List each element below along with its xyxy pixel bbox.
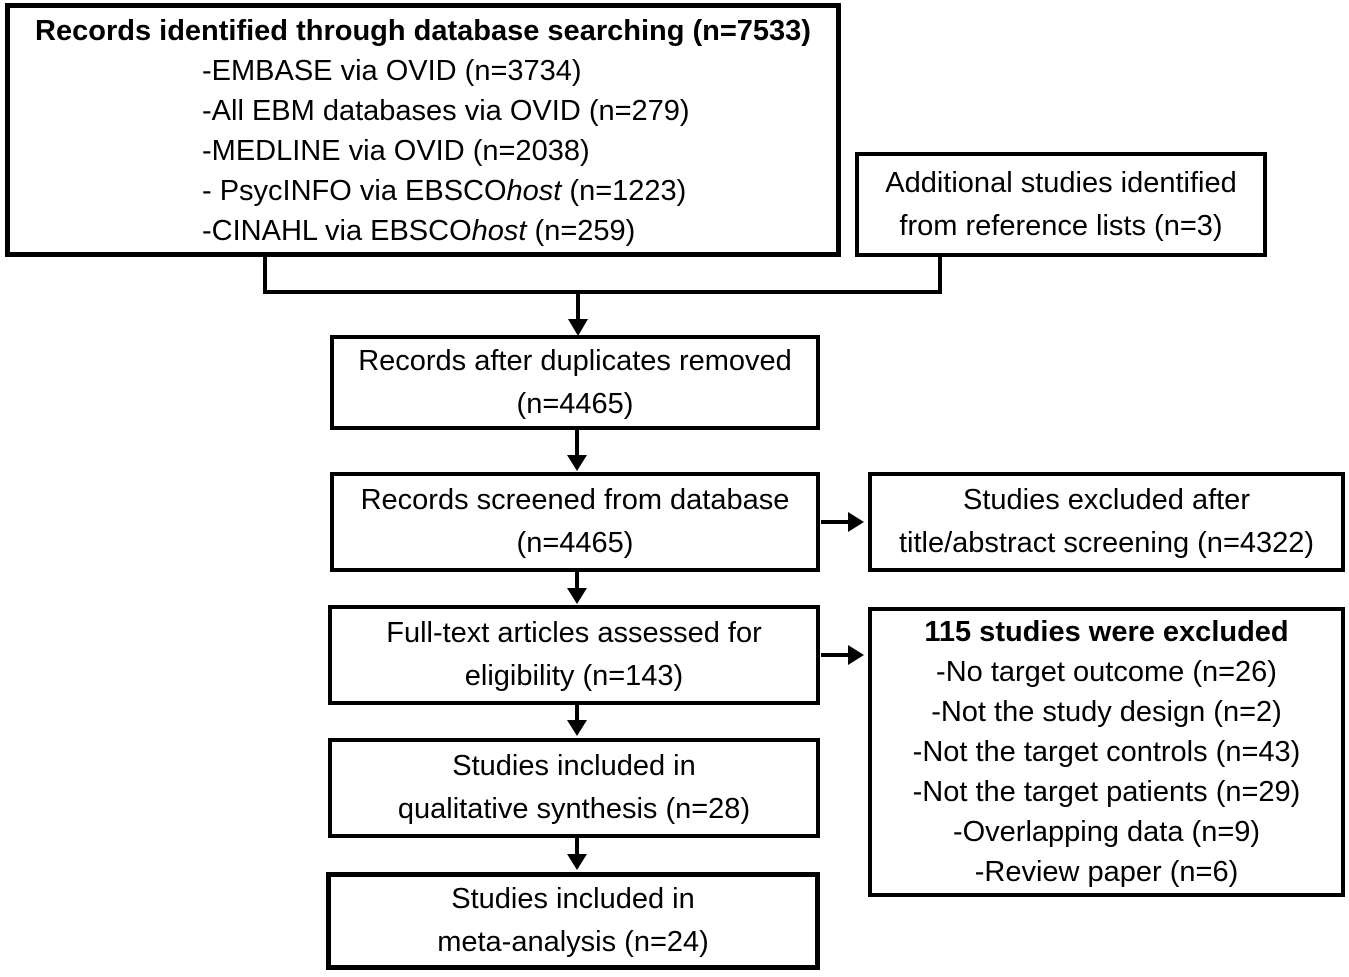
database-item-text: (n=1223) [561, 175, 687, 207]
database-item-text: -MEDLINE via OVID (n=2038) [202, 135, 590, 167]
duplicates-removed-line1: Records after duplicates removed [358, 344, 792, 377]
database-item-text: (n=259) [526, 215, 636, 247]
qualitative-synthesis-line2: qualitative synthesis (n=28) [397, 793, 751, 825]
fulltext-assessed-line2: eligibility (n=143) [464, 660, 684, 692]
database-item-embase [202, 51, 836, 91]
duplicates-removed-line2: (n=4465) [516, 387, 634, 420]
box-duplicates-removed [330, 335, 820, 430]
additional-studies-line1: Additional studies identified [885, 166, 1237, 199]
database-item-ebm [202, 91, 836, 131]
database-item-psycinfo [202, 171, 836, 211]
exclusion-reason-review: -Review paper (n=6) [974, 856, 1239, 888]
database-item-text: -All EBM databases via OVID (n=279) [202, 95, 690, 127]
arrow-to-excluded-screening-head [848, 512, 864, 532]
exclusion-reason-overlap: -Overlapping data (n=9) [952, 816, 1261, 848]
records-screened-line2: (n=4465) [516, 527, 634, 559]
box-qualitative-synthesis [328, 738, 820, 838]
database-item-italic: host [471, 215, 527, 247]
fulltext-assessed-line1: Full-text articles assessed for [386, 617, 762, 649]
exclusion-reason-design: -Not the study design (n=2) [931, 696, 1282, 728]
arrow-to-fulltext-head [567, 588, 587, 604]
database-item-medline [202, 131, 836, 171]
qualitative-synthesis-line1: Studies included in [452, 750, 696, 782]
arrow-to-meta-head [567, 854, 587, 870]
additional-studies-line2: from reference lists (n=3) [899, 209, 1223, 242]
arrow-to-qualitative-head [567, 720, 587, 736]
database-item-italic: host [506, 175, 562, 207]
excluded-screening-line2: title/abstract screening (n=4322) [898, 527, 1315, 559]
box-excluded-fulltext [868, 607, 1345, 897]
meta-analysis-line2: meta-analysis (n=24) [437, 926, 709, 958]
box-records-identified [5, 3, 841, 257]
excluded-fulltext-title: 115 studies were excluded [924, 616, 1289, 648]
exclusion-reason-controls: -Not the target controls (n=43) [912, 736, 1301, 768]
box-fulltext-assessed [328, 605, 820, 705]
meta-analysis-line1: Studies included in [451, 883, 695, 915]
box-meta-analysis [326, 872, 820, 970]
exclusion-reason-outcome: -No target outcome (n=26) [936, 656, 1277, 688]
database-item-text: -EMBASE via OVID (n=3734) [202, 55, 582, 87]
database-item-text: - PsycINFO via EBSCO [202, 175, 507, 207]
database-list [10, 51, 836, 251]
exclusion-reason-patients: -Not the target patients (n=29) [912, 776, 1301, 808]
arrow-to-duplicates-head [568, 319, 588, 336]
records-screened-line1: Records screened from database [360, 484, 790, 516]
box-additional-studies [855, 152, 1267, 257]
excluded-screening-line1: Studies excluded after [963, 484, 1250, 516]
database-item-text: -CINAHL via EBSCO [202, 215, 472, 247]
arrow-to-screened-head [567, 455, 587, 471]
box-excluded-screening [868, 472, 1345, 572]
box-records-screened [330, 472, 820, 572]
database-item-cinahl [202, 211, 836, 251]
records-identified-title: Records identified through database searching (n=7533) [35, 15, 811, 47]
arrow-to-excluded-fulltext-head [848, 645, 864, 665]
